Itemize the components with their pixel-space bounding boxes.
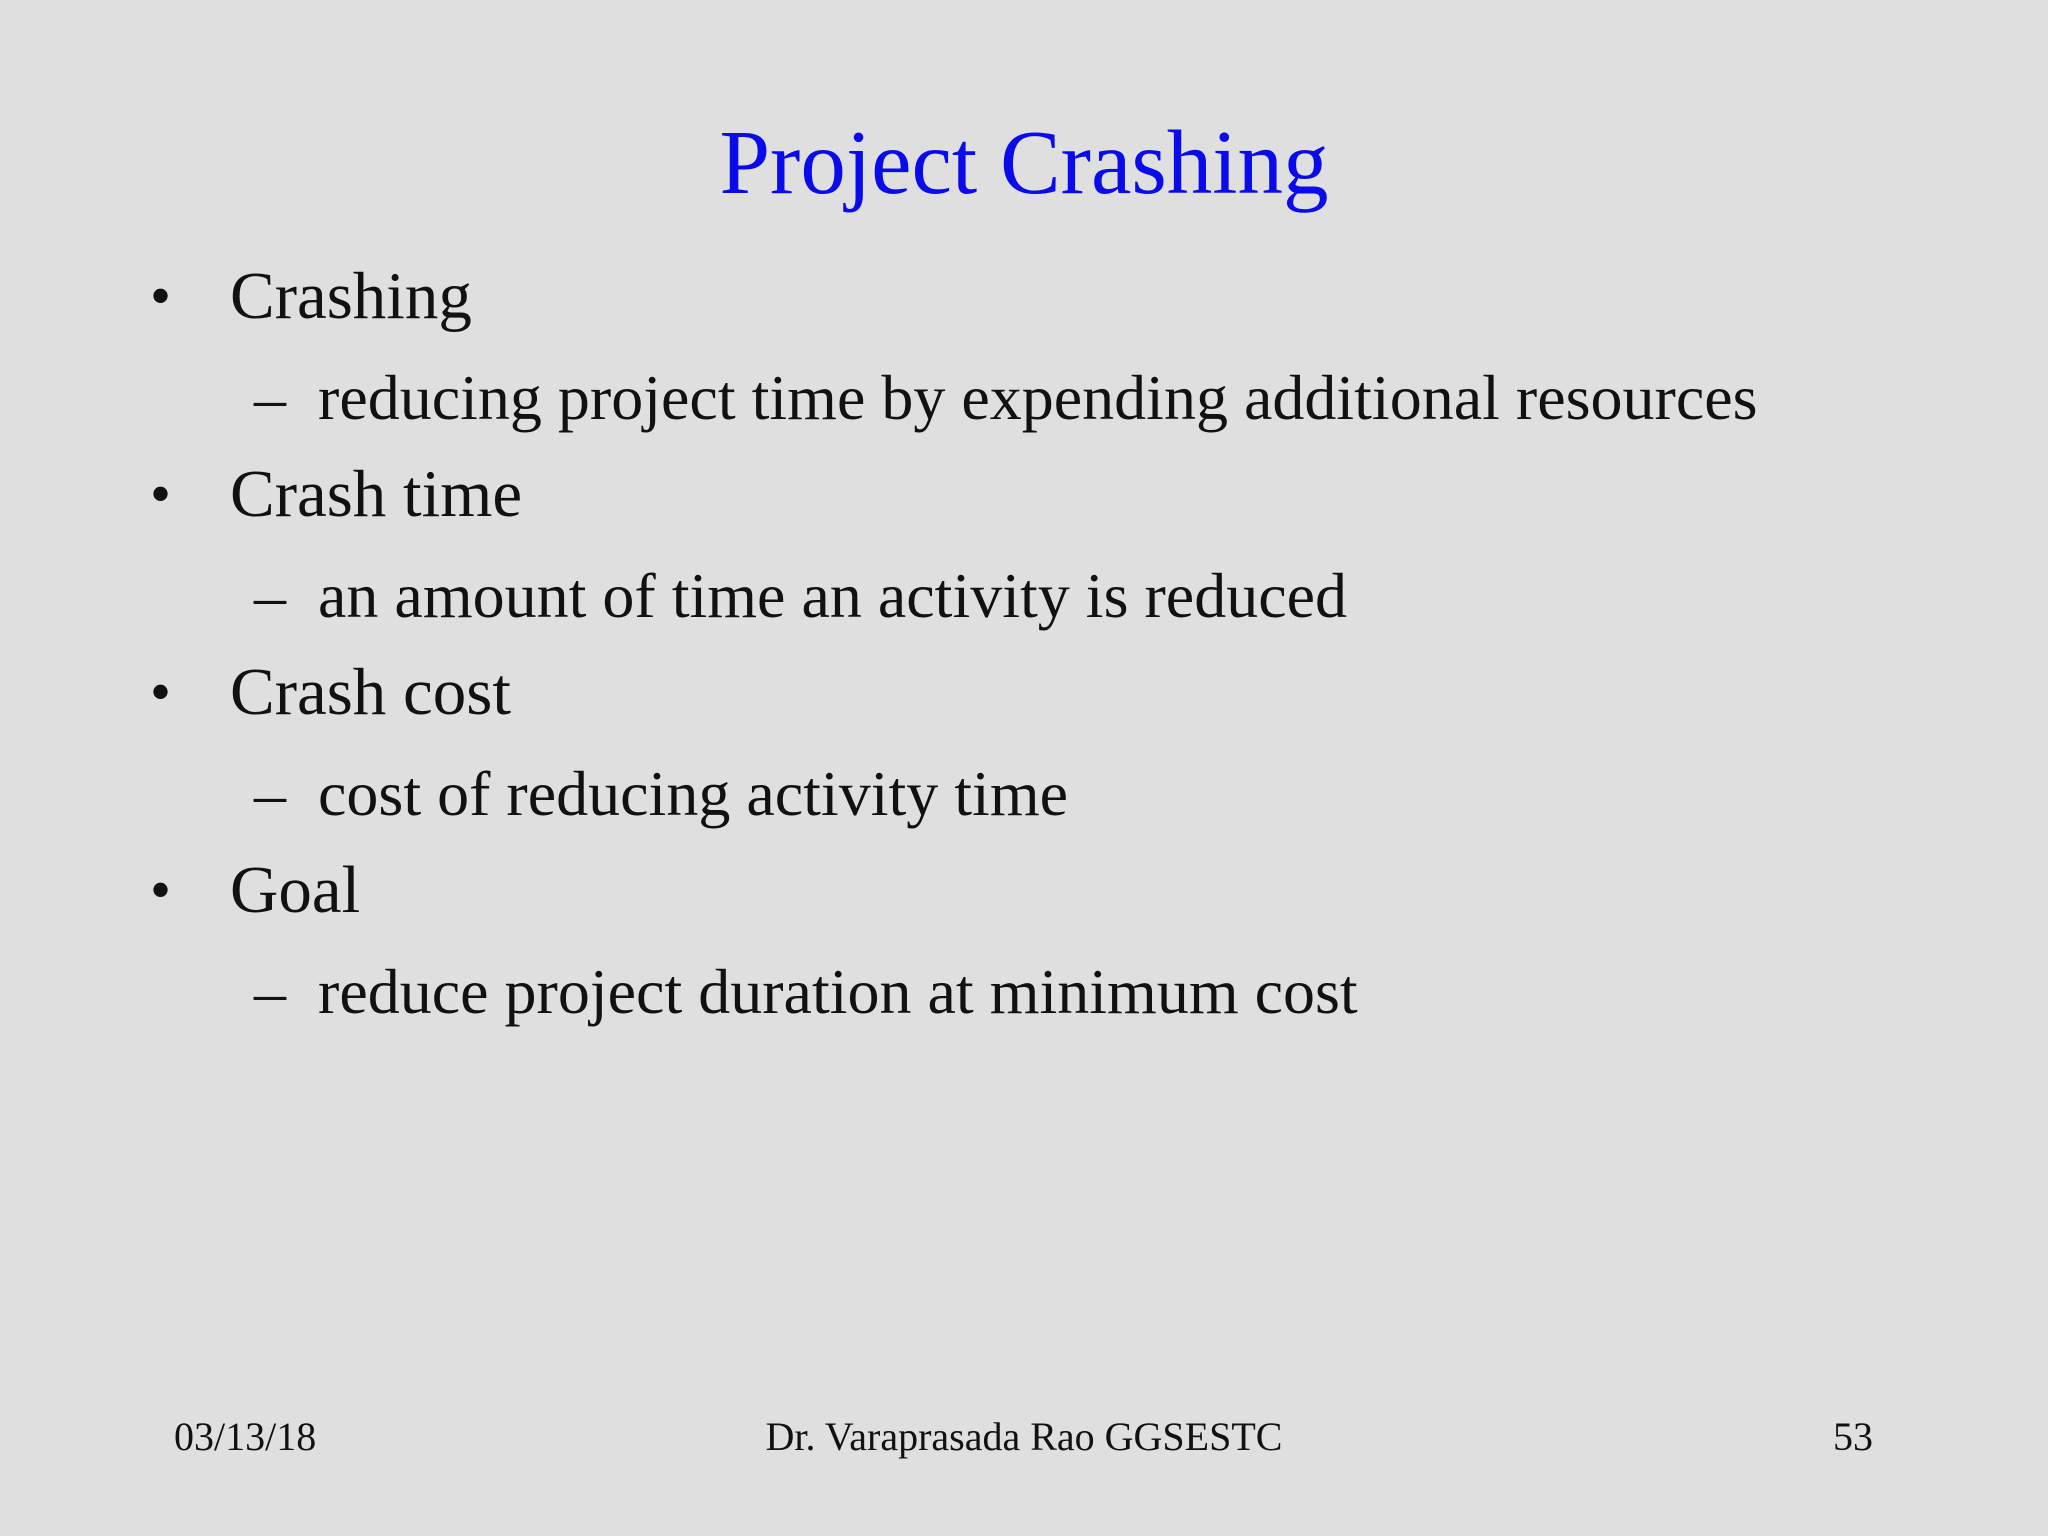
- slide-title: Project Crashing: [719, 112, 1329, 213]
- footer-page-number: 53: [1833, 1414, 1873, 1459]
- dash-icon: –: [254, 560, 286, 631]
- footer-author: Dr. Varaprasada Rao GGSESTC: [765, 1414, 1283, 1459]
- sub-bullet-definition: reduce project duration at minimum cost: [318, 956, 1358, 1027]
- bullet-term: Crash time: [230, 457, 523, 531]
- bullet-term: Goal: [230, 853, 361, 927]
- dash-icon: –: [254, 758, 286, 829]
- bullet-icon: •: [150, 659, 172, 725]
- sub-bullet-definition: reducing project time by expending additional resources: [318, 362, 1758, 433]
- sub-bullet-definition: an amount of time an activity is reduced: [318, 560, 1347, 631]
- dash-icon: –: [254, 956, 286, 1027]
- bullet-term: Crash cost: [230, 655, 511, 729]
- bullet-icon: •: [150, 857, 172, 923]
- footer-date: 03/13/18: [174, 1414, 317, 1459]
- sub-bullet-definition: cost of reducing activity time: [318, 758, 1068, 829]
- bullet-icon: •: [150, 263, 172, 329]
- bullet-term: Crashing: [230, 259, 472, 333]
- bullet-icon: •: [150, 461, 172, 527]
- dash-icon: –: [254, 362, 286, 433]
